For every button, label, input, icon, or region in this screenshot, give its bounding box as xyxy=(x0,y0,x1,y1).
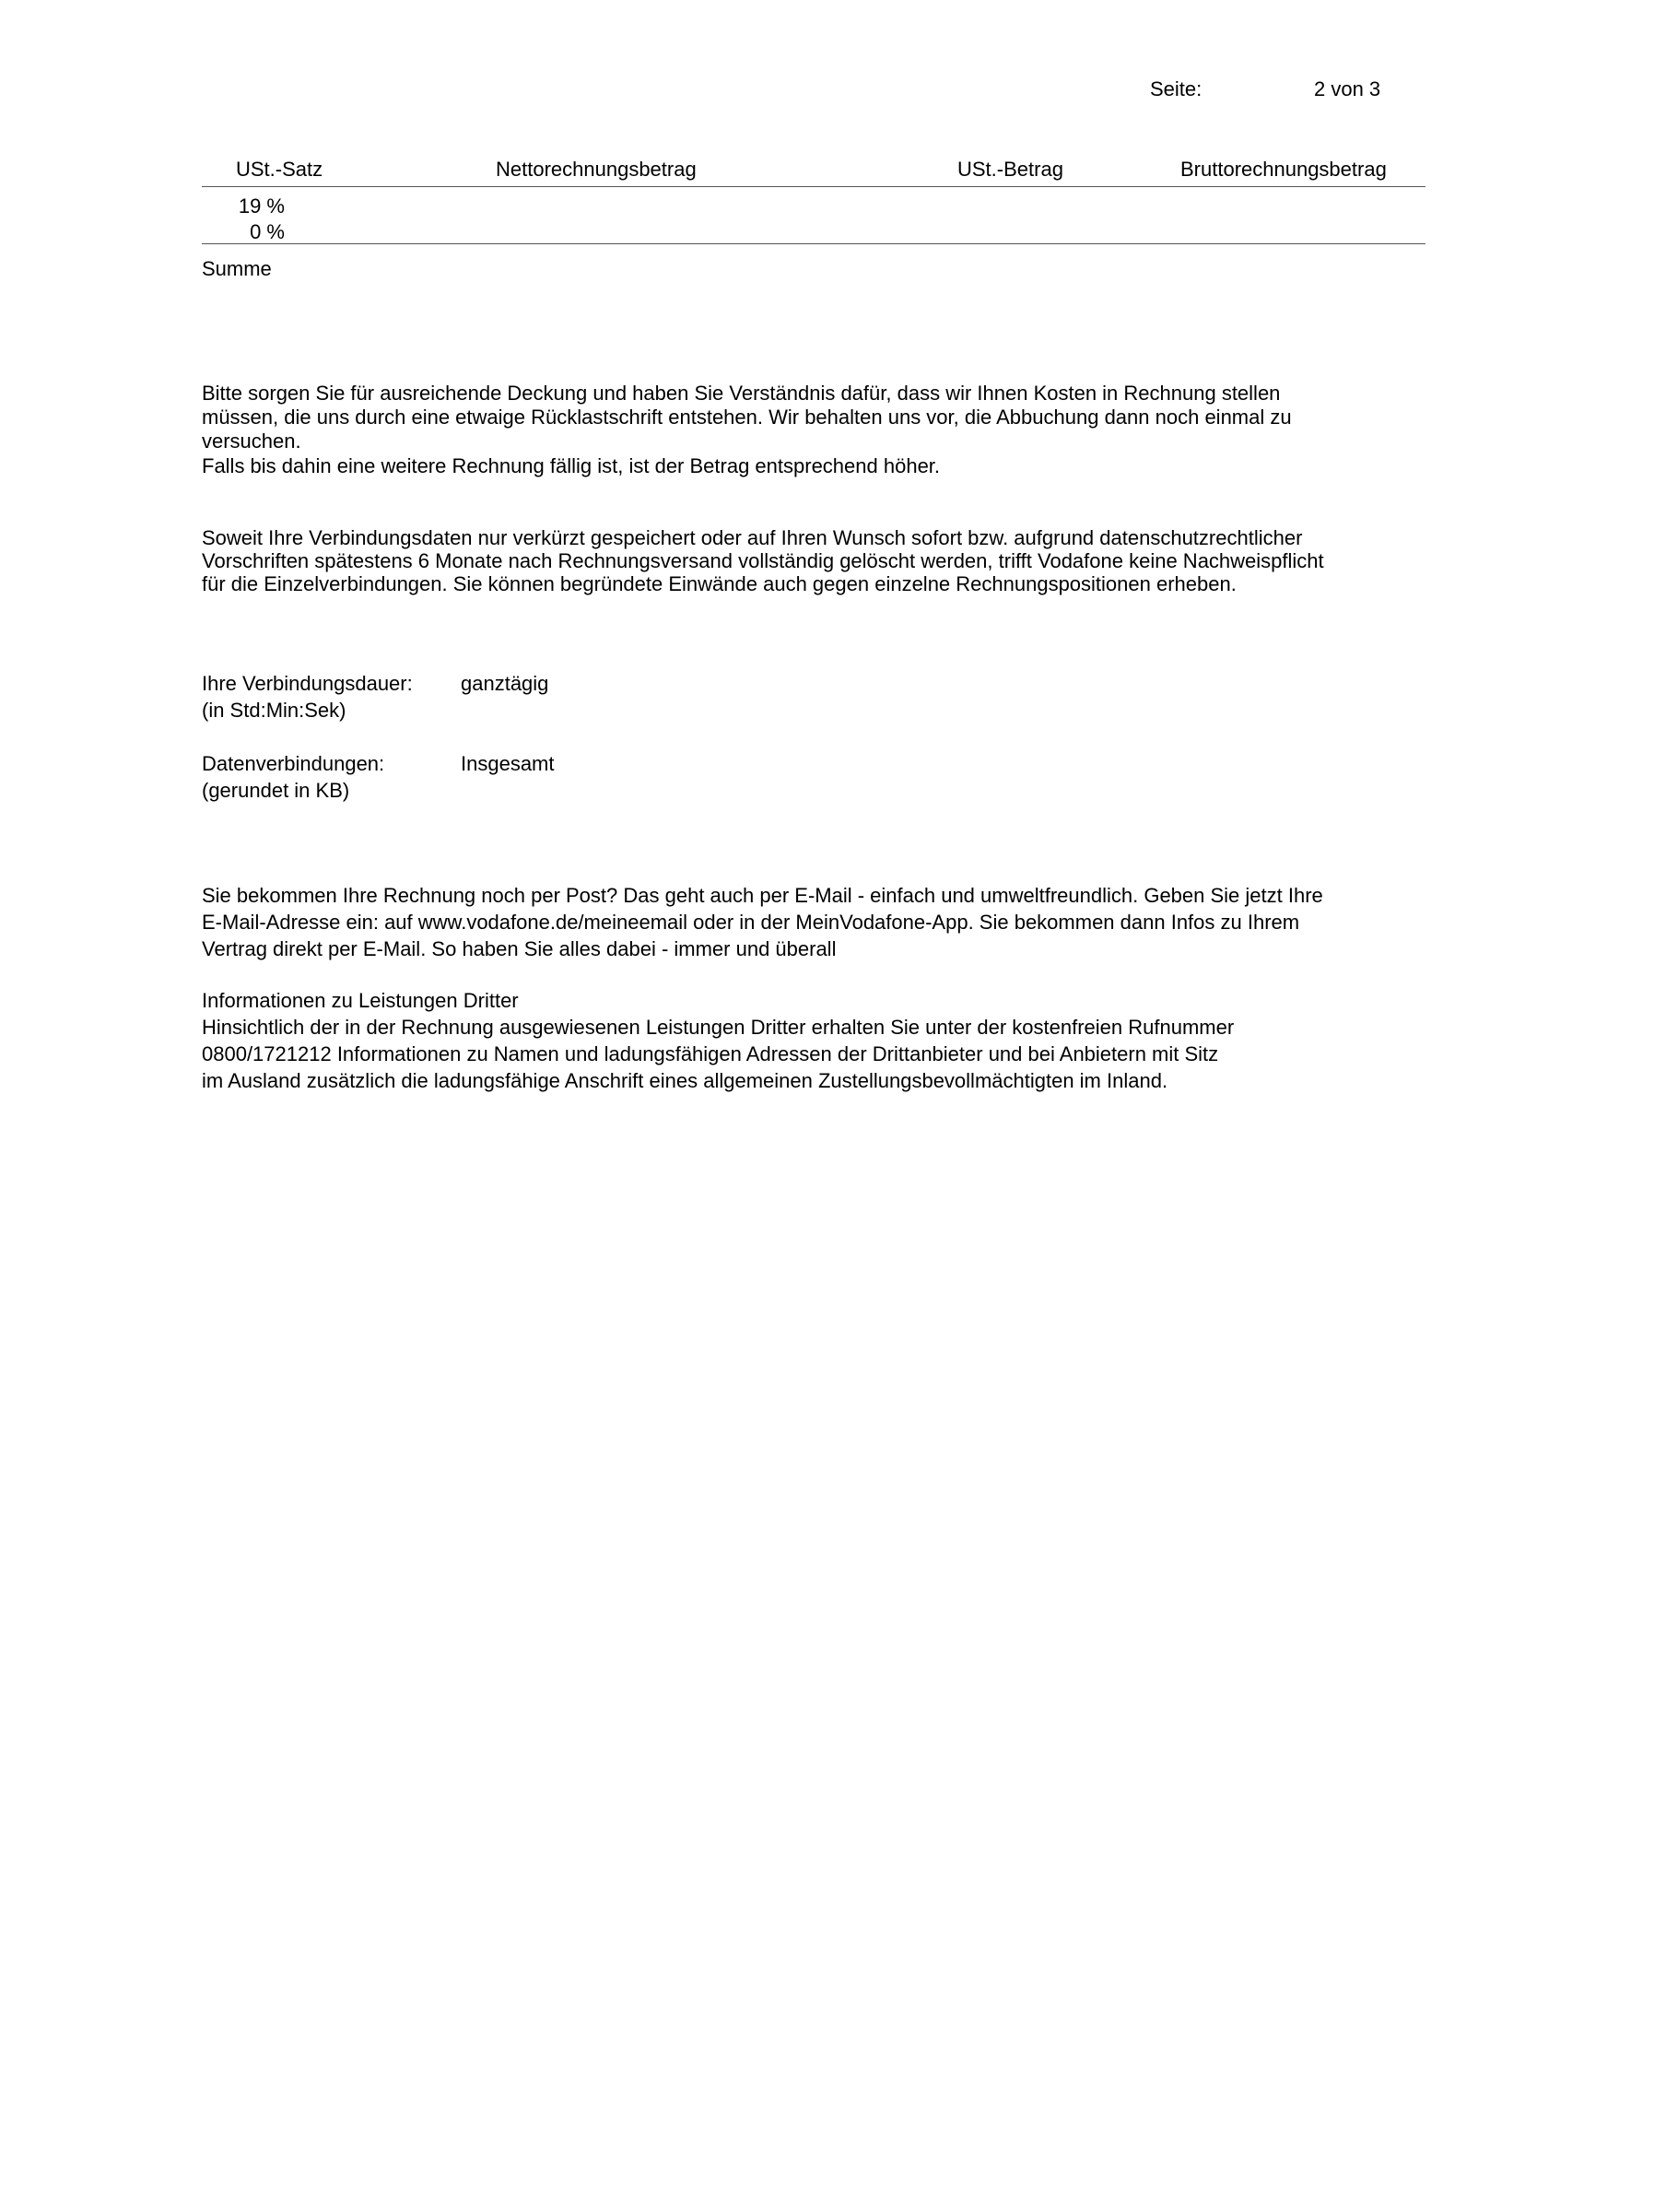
vat-rate-row: 19 % xyxy=(238,194,285,218)
connection-duration-value: ganztägig xyxy=(461,672,549,695)
page-indicator-value: 2 von 3 xyxy=(1314,77,1381,100)
table-header-divider xyxy=(202,186,1425,187)
paragraph-line: Falls bis dahin eine weitere Rechnung fällig ist, ist der Betrag entsprechend höher. xyxy=(202,453,941,477)
third-party-services-notice xyxy=(202,987,1234,1094)
section-heading: Informationen zu Leistungen Dritter xyxy=(202,989,519,1012)
paragraph-line: für die Einzelverbindungen. Sie können begründete Einwände auch gegen einzelne Rechnungspositionen erheben. xyxy=(202,572,1237,595)
data-connections-value: Insgesamt xyxy=(461,752,555,775)
paragraph-line: müssen, die uns durch eine etwaige Rücklastschrift entstehen. Wir behalten uns vor, die Abbuchung dann noch einmal zu xyxy=(202,406,1292,429)
paragraph-line: Sie bekommen Ihre Rechnung noch per Post? Das geht auch per E-Mail - einfach und umweltfreundlich. Geben Sie jetzt Ihre xyxy=(202,884,1323,907)
data-unit-text: (gerundet in KB) xyxy=(202,779,350,802)
paragraph-line: Vertrag direkt per E-Mail. So haben Sie alles dabei - immer und überall xyxy=(202,937,837,960)
connection-duration-label xyxy=(202,670,413,724)
data-protection-notice xyxy=(202,526,1324,595)
page-indicator-label: Seite: xyxy=(1150,77,1203,100)
vat-rate-row: 0 % xyxy=(250,220,285,243)
sum-label: Summe xyxy=(202,257,272,280)
paragraph-line: Hinsichtlich der in der Rechnung ausgewiesenen Leistungen Dritter erhalten Sie unter der kostenfreien Rufnummer xyxy=(202,1016,1235,1039)
paragraph-line: 0800/1721212 Informationen zu Namen und ladungsfähigen Adressen der Drittanbieter und bei Anbietern mit Sitz xyxy=(202,1042,1219,1065)
duration-unit-text: (in Std:Min:Sek) xyxy=(202,699,346,722)
data-connections-label xyxy=(202,750,384,804)
column-header-net-amount: Nettorechnungsbetrag xyxy=(496,158,697,181)
duration-label-text: Ihre Verbindungsdauer: xyxy=(202,672,413,695)
column-header-vat-rate: USt.-Satz xyxy=(236,158,323,181)
data-label-text: Datenverbindungen: xyxy=(202,752,385,775)
paragraph-line: Bitte sorgen Sie für ausreichende Deckung und haben Sie Verständnis dafür, dass wir Ihnen Kosten in Rechnung stellen xyxy=(202,382,1281,405)
column-header-gross-amount: Bruttorechnungsbetrag xyxy=(1180,158,1387,181)
paragraph-line: E-Mail-Adresse ein: auf www.vodafone.de/meineemail oder in der MeinVodafone-App. Sie bekommen dann Infos zu Ihrem xyxy=(202,911,1300,934)
column-header-vat-amount: USt.-Betrag xyxy=(957,158,1063,181)
paragraph-line: versuchen. xyxy=(202,429,301,453)
paragraph-line: Soweit Ihre Verbindungsdaten nur verkürzt gespeichert oder auf Ihren Wunsch sofort bzw. aufgrund datenschutzrechtlicher xyxy=(202,526,1303,549)
table-sum-divider xyxy=(202,243,1425,244)
payment-coverage-notice xyxy=(202,382,1292,478)
email-invoice-notice xyxy=(202,882,1323,962)
paragraph-line: im Ausland zusätzlich die ladungsfähige Anschrift eines allgemeinen Zustellungsbevollmächtigten im Inland. xyxy=(202,1069,1168,1092)
paragraph-line: Vorschriften spätestens 6 Monate nach Rechnungsversand vollständig gelöscht werden, trifft Vodafone keine Nachweispflicht xyxy=(202,549,1324,572)
